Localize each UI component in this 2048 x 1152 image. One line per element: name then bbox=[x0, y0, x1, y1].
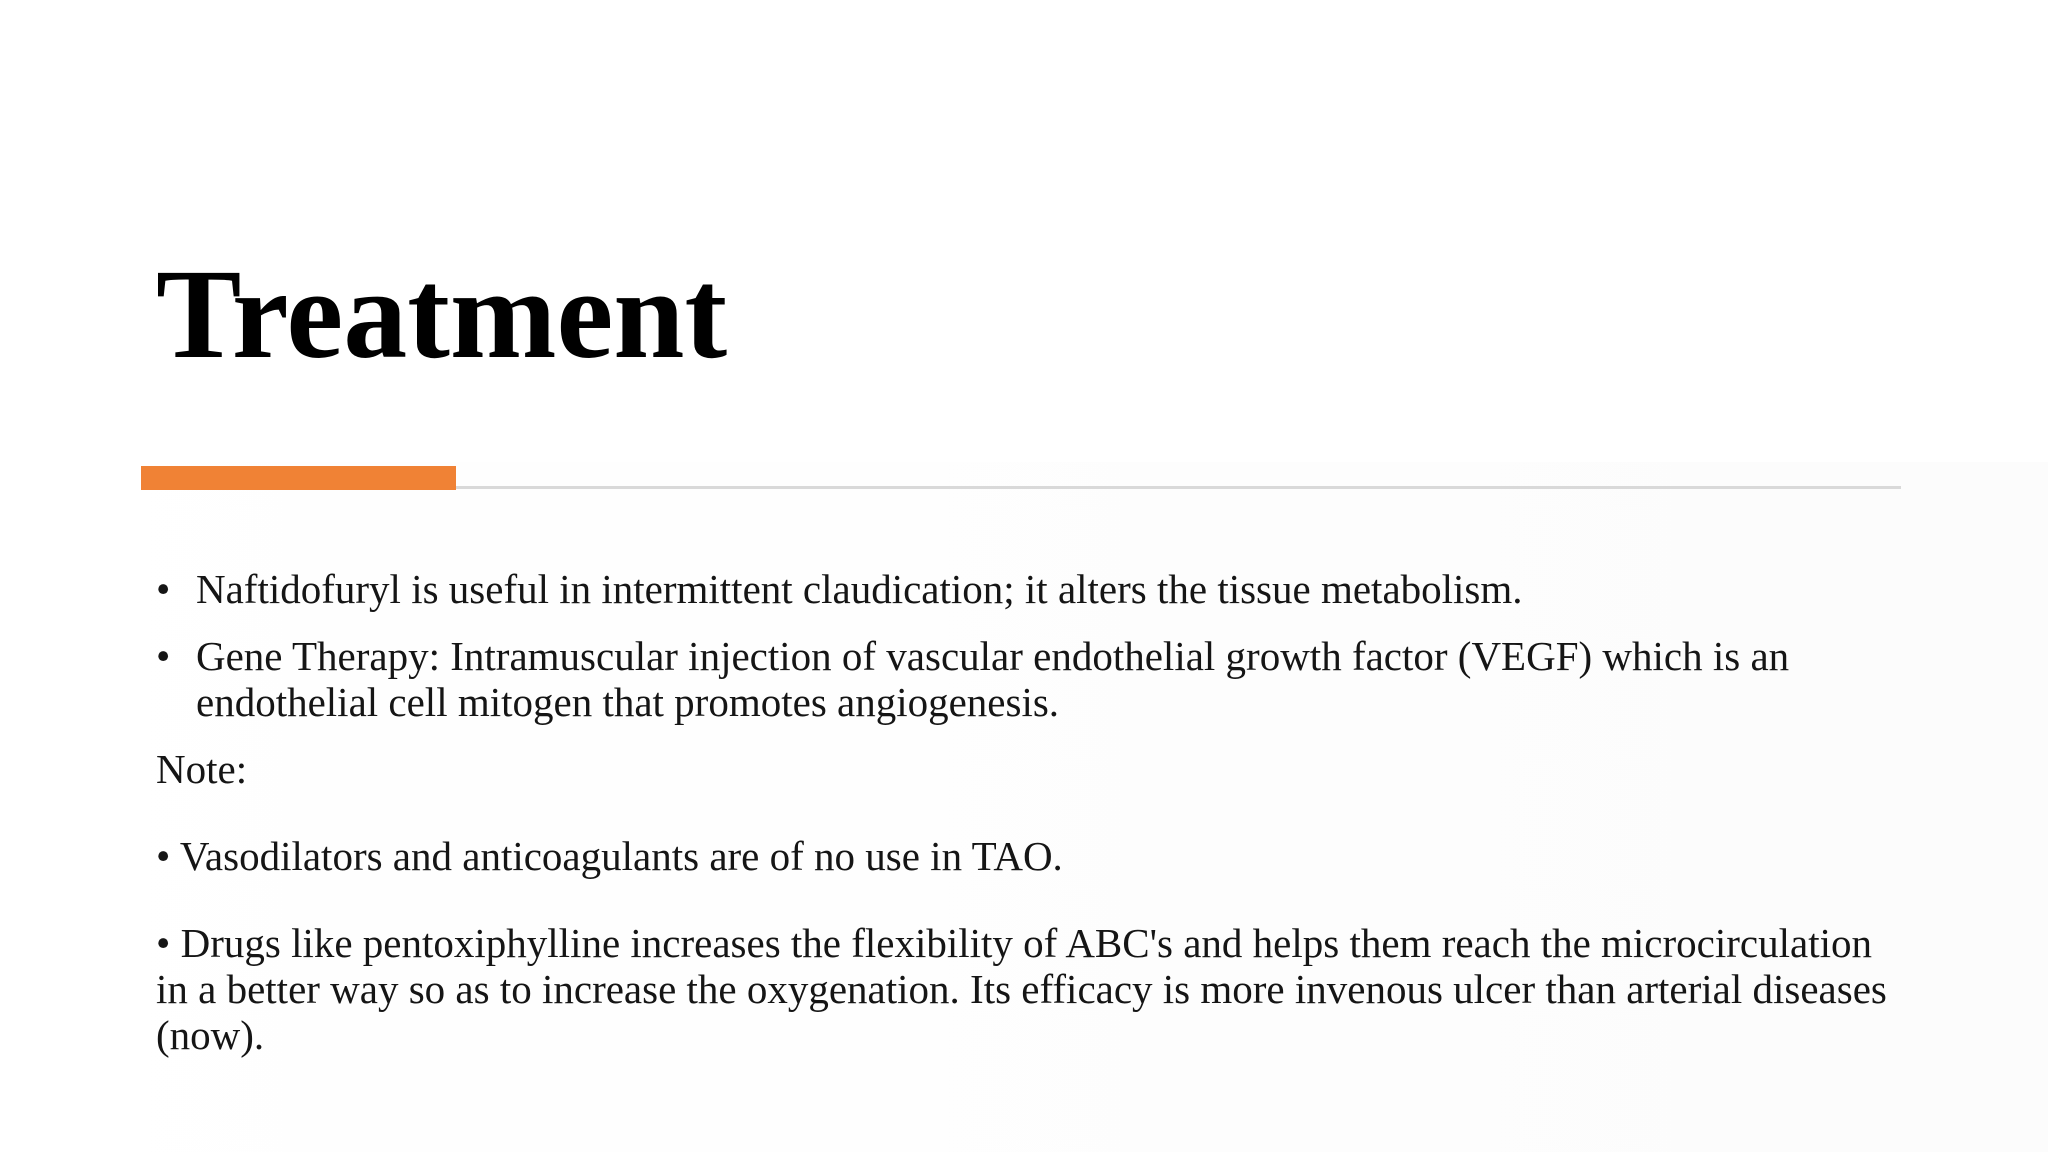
bullet-text: Naftidofuryl is useful in intermittent claudication; it alters the tissue metabolism. bbox=[196, 566, 1523, 612]
note-item-vasodilators: • Vasodilators and anticoagulants are of no use in TAO. bbox=[156, 833, 1063, 879]
slide-title: Treatment bbox=[156, 243, 728, 385]
note-item-pentoxiphylline: • Drugs like pentoxiphylline increases the flexibility of ABC's and helps them reach the microcirculation in a better way so as to increase the oxygenation. Its efficacy is more invenous ulcer than arterial diseases (now). bbox=[156, 920, 1887, 1058]
bullet-marker: • bbox=[156, 566, 171, 612]
treatment-bullet-naftidofuryl bbox=[156, 566, 1896, 612]
title-divider-line bbox=[456, 486, 1901, 489]
note-label: Note: bbox=[156, 746, 248, 792]
slide-body-text bbox=[156, 566, 1896, 1099]
bullet-marker: • bbox=[156, 633, 171, 679]
treatment-bullet-gene-therapy bbox=[156, 633, 1896, 725]
bullet-text: Gene Therapy: Intramuscular injection of vascular endothelial growth factor (VEGF) which is an endothelial cell mitogen that promotes angiogenesis. bbox=[196, 633, 1790, 725]
title-accent-bar bbox=[141, 466, 456, 490]
